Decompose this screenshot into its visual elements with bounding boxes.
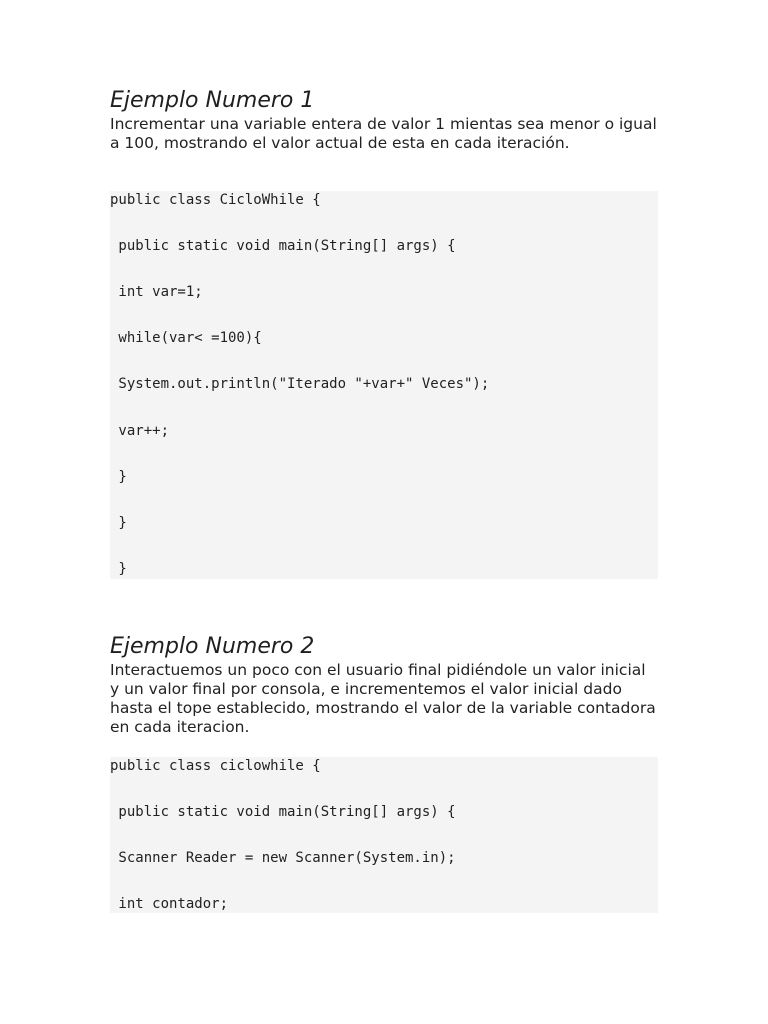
example-2-description: Interactuemos un poco con el usuario final pidiéndole un valor inicial y un valor final por consola, e incrementemos el valor inicial dado hasta el tope establecido, mostrando el valor de la variable contadora en cada iteracion.: [110, 661, 656, 736]
example-2-code-block: [110, 757, 658, 913]
code-line: }: [110, 469, 127, 485]
code-line: int var=1;: [110, 284, 203, 300]
code-line: public class ciclowhile {: [110, 758, 321, 774]
code-line: System.out.println("Iterado "+var+" Veces");: [110, 376, 490, 392]
example-2-heading: Ejemplo Numero 2: [110, 634, 315, 659]
code-line: Scanner Reader = new Scanner(System.in);: [110, 850, 456, 866]
code-line: var++;: [110, 423, 170, 439]
example-1-code-block: [110, 191, 658, 579]
code-line: }: [110, 561, 127, 577]
code-line: public class CicloWhile {: [110, 192, 321, 208]
code-line: public static void main(String[] args) {: [110, 804, 456, 820]
example-2-section: [110, 633, 658, 737]
example-1-heading: Ejemplo Numero 1: [110, 88, 315, 113]
example-1-section: [110, 87, 658, 153]
code-line: }: [110, 515, 127, 531]
code-line: public static void main(String[] args) {: [110, 238, 456, 254]
example-1-description: Incrementar una variable entera de valor 1 mientas sea menor o igual a 100, mostrando el valor actual de esta en cada iteración.: [110, 115, 657, 152]
code-line: int contador;: [110, 896, 229, 912]
code-line: while(var< =100){: [110, 330, 262, 346]
